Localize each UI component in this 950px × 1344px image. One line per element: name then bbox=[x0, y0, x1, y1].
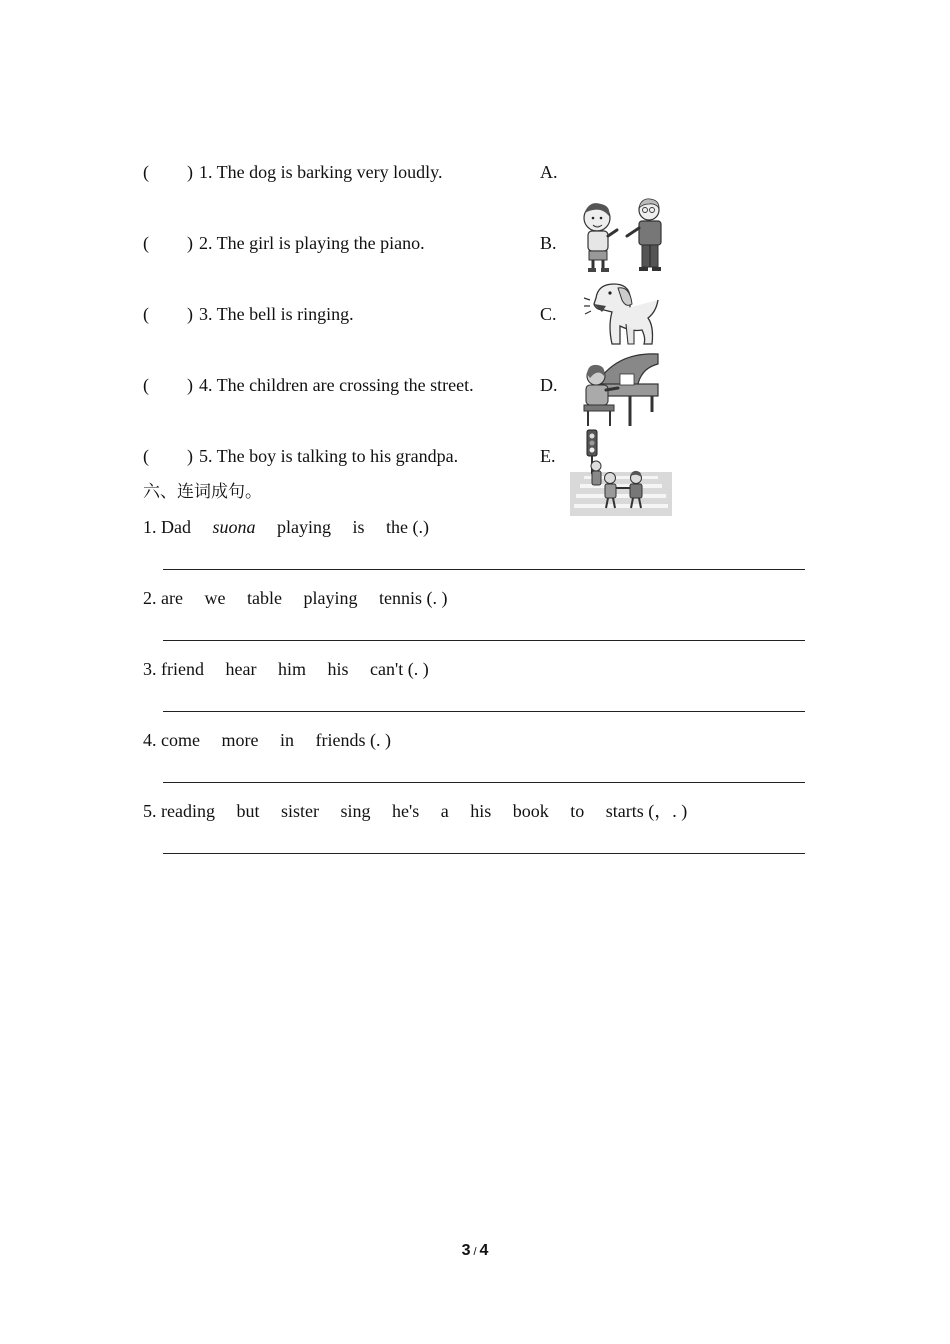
matching-sentence: 3. The bell is ringing. bbox=[199, 304, 354, 324]
word: his bbox=[470, 801, 492, 821]
word: he's bbox=[392, 801, 420, 821]
answer-paren-close: ) bbox=[187, 375, 193, 395]
question-3 bbox=[143, 657, 446, 681]
answer-paren-open: ( bbox=[143, 162, 149, 182]
children-crossing-street-picture bbox=[570, 428, 672, 516]
word: to bbox=[570, 801, 585, 821]
page-number bbox=[0, 1242, 950, 1260]
word: is bbox=[352, 517, 365, 537]
word: playing bbox=[303, 588, 358, 608]
word: playing bbox=[277, 517, 332, 537]
option-letter: B. bbox=[540, 233, 557, 253]
word: more bbox=[221, 730, 259, 750]
answer-paren-open: ( bbox=[143, 375, 149, 395]
matching-sentence: 1. The dog is barking very loudly. bbox=[199, 162, 443, 182]
word: book bbox=[512, 801, 549, 821]
answer-line[interactable] bbox=[163, 853, 805, 854]
girl-playing-piano-picture bbox=[582, 350, 662, 428]
option-letter: C. bbox=[540, 304, 557, 324]
question-1 bbox=[143, 515, 446, 539]
question-number: 2. bbox=[143, 588, 157, 608]
word: sing bbox=[340, 801, 371, 821]
word: but bbox=[236, 801, 260, 821]
question-number: 3. bbox=[143, 659, 157, 679]
barking-dog-picture bbox=[582, 276, 662, 348]
word: reading bbox=[161, 801, 215, 821]
answer-line[interactable] bbox=[163, 711, 805, 712]
total-pages: 4 bbox=[479, 1242, 489, 1259]
answer-paren-close: ) bbox=[187, 446, 193, 466]
word: Dad bbox=[161, 517, 191, 537]
word: sister bbox=[281, 801, 319, 821]
answer-line[interactable] bbox=[163, 640, 805, 641]
question-2 bbox=[143, 586, 464, 610]
word: friends (. ) bbox=[315, 730, 391, 750]
word: hear bbox=[225, 659, 257, 679]
word: starts (，. ) bbox=[605, 801, 688, 821]
word: him bbox=[277, 659, 306, 679]
question-4 bbox=[143, 728, 408, 752]
word: come bbox=[161, 730, 200, 750]
word: in bbox=[279, 730, 294, 750]
option-letter: D. bbox=[540, 375, 558, 395]
answer-paren-close: ) bbox=[187, 233, 193, 253]
answer-paren-open: ( bbox=[143, 233, 149, 253]
word: are bbox=[161, 588, 183, 608]
word: table bbox=[246, 588, 282, 608]
matching-sentence: 5. The boy is talking to his grandpa. bbox=[199, 446, 459, 466]
section-title: 六、连词成句。 bbox=[143, 482, 262, 502]
word: the (.) bbox=[386, 517, 430, 537]
word: a bbox=[440, 801, 449, 821]
option-letter: A. bbox=[540, 162, 558, 182]
word: his bbox=[327, 659, 349, 679]
question-number: 5. bbox=[143, 801, 157, 821]
answer-paren-open: ( bbox=[143, 446, 149, 466]
word: suona bbox=[212, 517, 256, 537]
answer-paren-open: ( bbox=[143, 304, 149, 324]
option-letter: E. bbox=[540, 446, 556, 466]
question-5 bbox=[143, 799, 704, 823]
matching-sentence: 4. The children are crossing the street. bbox=[199, 375, 474, 395]
current-page: 3 bbox=[461, 1242, 471, 1259]
answer-line[interactable] bbox=[163, 782, 805, 783]
word: can't (. ) bbox=[370, 659, 429, 679]
word: tennis (. ) bbox=[378, 588, 448, 608]
matching-sentence: 2. The girl is playing the piano. bbox=[199, 233, 425, 253]
answer-paren-close: ) bbox=[187, 162, 193, 182]
page-separator: / bbox=[473, 1246, 477, 1258]
answer-line[interactable] bbox=[163, 569, 805, 570]
question-number: 1. bbox=[143, 517, 157, 537]
boy-talking-to-grandpa-picture bbox=[575, 196, 667, 274]
word: we bbox=[204, 588, 226, 608]
word: friend bbox=[161, 659, 204, 679]
question-number: 4. bbox=[143, 730, 157, 750]
answer-paren-close: ) bbox=[187, 304, 193, 324]
